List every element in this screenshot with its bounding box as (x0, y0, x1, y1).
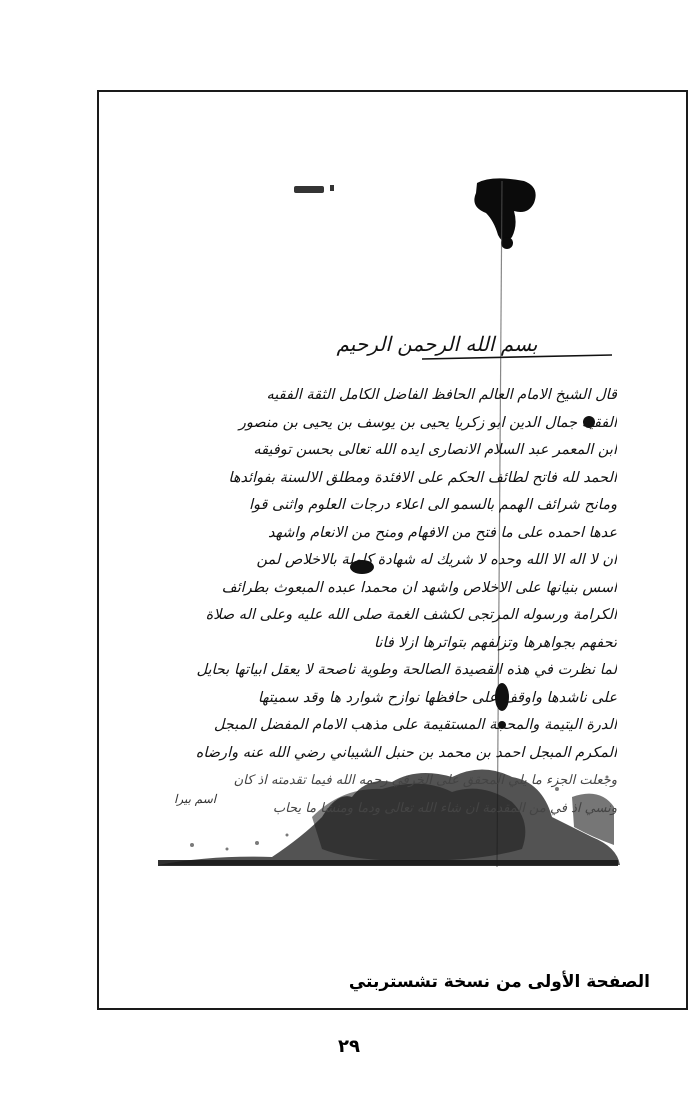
manuscript-line: تحفهم بجواهرها وتزلفهم بتواترها ازلا فانا (374, 634, 617, 651)
manuscript-line: على ناشدها واوقف على حافظها نوازح شوارد ها وقد سميتها (257, 689, 617, 706)
manuscript-line: ابن المعمر عبد السلام الانصارى ايده الله تعالى بحسن توفيقه (253, 442, 617, 458)
manuscript-line: الحمد لله فاتح لطائف الحكم على الافئدة ومطلق الالسنة بفوائدها (228, 469, 617, 486)
manuscript-line: المكرم المبجل احمد بن محمد بن حنبل الشيباني رضي الله عنه وارضاه (195, 744, 617, 761)
manuscript-line: الدرة اليتيمة والمحجة المستقيمة على مذهب الامام المفضل المبجل (213, 717, 617, 733)
manuscript-line: لما نظرت في هذه القصيدة الصالحة وطوية ناصحة لا يعقل ابياتها بحايل (196, 662, 617, 678)
header-smudge (294, 185, 334, 193)
stamp-note: اسم بيرا (174, 792, 217, 806)
manuscript-text (162, 382, 617, 822)
manuscript-line: ونسي اذ في من المقدمة ان شاء الله تعالى ودما ومنشا ما يحاب (272, 800, 617, 816)
figure-caption: الصفحة الأولى من نسخة تشستربتي (348, 972, 650, 992)
manuscript-line: الكرامة ورسوله المرتجى لكشف الغمة صلى الله عليه وعلى اله صلاة (205, 607, 617, 623)
manuscript-line: عدها احمده على ما فتح من الافهام ومنح من الانعام واشهد (267, 524, 617, 541)
manuscript-line: ومانح شرائف الهمم بالسمو الى اعلاء درجات العلوم واثنى قوا (249, 497, 617, 513)
manuscript-line: قال الشيخ الامام العالم الحافظ الفاضل الكامل الثقة الفقيه (266, 387, 617, 403)
page-number: ٢٩ (338, 1036, 360, 1057)
page-frame (97, 90, 688, 1010)
manuscript-line: الفقيه جمال الدين ابو زكريا يحيى بن يوسف بن يحيى بن منصور (238, 414, 617, 431)
ink-blot (474, 178, 535, 249)
manuscript-line: اسس بنيانها على الاخلاص واشهد ان محمدا عبده المبعوث بطرائف (221, 579, 617, 596)
manuscript-image (152, 177, 622, 867)
manuscript-line: وجعلت الجزء ما يلي المحقق على الخرقي رحمه الله فيما تقدمته اذ كان (233, 773, 617, 788)
basmala-line: بسم الله الرحمن الرحيم (336, 332, 538, 356)
manuscript-line: ان لا اله الا الله وحده لا شريك له شهادة كاملة بالاخلاص لمن (256, 552, 617, 568)
